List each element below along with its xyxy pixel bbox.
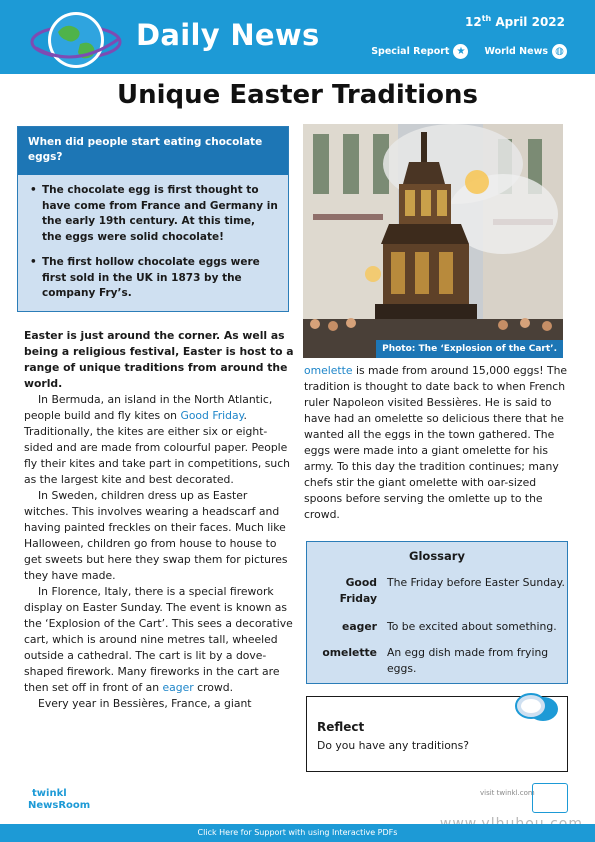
fact-item: • The first hollow chocolate eggs were first sold in the UK in 1873 by the company Fry’s. <box>30 255 278 302</box>
article-paragraph-sweden: In Sweden, children dress up as Easter witches. This involves wearing a headscarf and having painted freckles on their faces. Much like Halloween, children go from house to house to get sweets but here they swap them for pictures they have made. <box>24 489 288 582</box>
glossary-term: eager <box>342 620 377 633</box>
globe-icon: ◍ <box>552 44 567 59</box>
fact-box <box>17 126 289 312</box>
brand-newsroom: NewsRoom <box>28 800 91 811</box>
masthead-title: Daily News <box>136 18 320 52</box>
glossary-title: Glossary <box>409 549 465 563</box>
masthead-banner <box>0 0 595 74</box>
glossary-definition: To be excited about something. <box>387 620 557 633</box>
glossary-link-good-friday[interactable]: Good Friday <box>180 409 244 422</box>
glossary-link-omelette[interactable]: omelette <box>304 364 353 377</box>
brand-twinkl: twinkl <box>32 788 67 799</box>
glossary-definition: The Friday before Easter Sunday. <box>387 576 565 589</box>
reflect-box <box>306 696 568 772</box>
paragraph-text: crowd. <box>193 681 234 694</box>
paragraph-text: . Traditionally, the kites are either six or eight-sided and are made from colourful paper. People fly their kites and take part in competitions, such as the largest kite and best decorated. <box>24 409 290 486</box>
website-text: visit twinkl.com <box>480 789 535 797</box>
article-paragraph-bessieres-start: Every year in Bessières, France, a giant <box>38 697 252 710</box>
date-suffix: th <box>481 14 492 23</box>
glossary-term: Good Friday <box>339 576 377 605</box>
page-title: Unique Easter Traditions <box>116 80 479 110</box>
article-paragraph-florence <box>24 584 294 696</box>
star-icon: ★ <box>453 44 468 59</box>
glossary-box <box>306 541 568 684</box>
photo-illustration <box>303 124 563 358</box>
section-tags <box>371 44 567 59</box>
article-paragraph-bermuda <box>24 392 294 488</box>
article-column-right <box>304 363 568 523</box>
article-column-left <box>24 328 294 712</box>
speech-bubbles-icon <box>513 691 559 727</box>
tag-world-news: World News <box>484 46 548 57</box>
quality-badge-icon <box>532 783 568 813</box>
article-paragraph-bessieres-cont <box>304 363 568 523</box>
globe-logo-icon <box>28 4 124 76</box>
date-month-year: April 2022 <box>491 15 565 29</box>
tag-special-report: Special Report <box>371 46 450 57</box>
paragraph-text: In Bermuda, an island in the North Atlantic, people build and fly kites on <box>24 393 273 422</box>
paragraph-text: In Florence, Italy, there is a special firework display on Easter Sunday. The event is known as the ‘Explosion of the Cart’. This sees a decorative cart, which is around nine metres tall, wheeled outside a cathedral. The cart is lit by a dove-shaped firework. Many fireworks in the cart are then set off in front of an <box>24 585 293 694</box>
reflect-title: Reflect <box>317 720 365 734</box>
issue-date <box>465 14 565 29</box>
glossary-link-eager[interactable]: eager <box>162 681 194 694</box>
twinkl-newsroom-logo <box>22 786 92 820</box>
date-day: 12 <box>464 15 482 29</box>
paragraph-text: is made from around 15,000 eggs! The tradition is thought to date back to when French ruler Napoleon visited Bessières. He is said to have had an omelette so delicious there that he wanted all the eggs in the town gathered. The eggs were made into a giant omelette for his army. To this day the tradition continues; many chefs stir the giant omelette with oar-sized spoons before serving the omlette up to the crowd. <box>304 364 568 521</box>
article-lead: Easter is just around the corner. As well as being a religious festival, Easter is host to a range of unique traditions from around the world. <box>24 329 294 390</box>
reflect-question: Do you have any traditions? <box>317 739 470 752</box>
fact-box-heading: When did people start eating chocolate eggs? <box>18 127 288 175</box>
fact-list <box>18 175 288 302</box>
photo-explosion-of-the-cart <box>303 124 563 358</box>
glossary-term: omelette <box>322 646 377 659</box>
photo-caption: Photo: The ‘Explosion of the Cart’. <box>376 340 563 358</box>
glossary-definition: An egg dish made from frying eggs. <box>387 646 549 675</box>
fact-item: • The chocolate egg is first thought to have come from France and Germany in the early 19th century. At this time, the eggs were solid chocolate! <box>30 183 278 245</box>
support-link-bar[interactable]: Click Here for Support with using Interactive PDFs <box>0 824 595 842</box>
